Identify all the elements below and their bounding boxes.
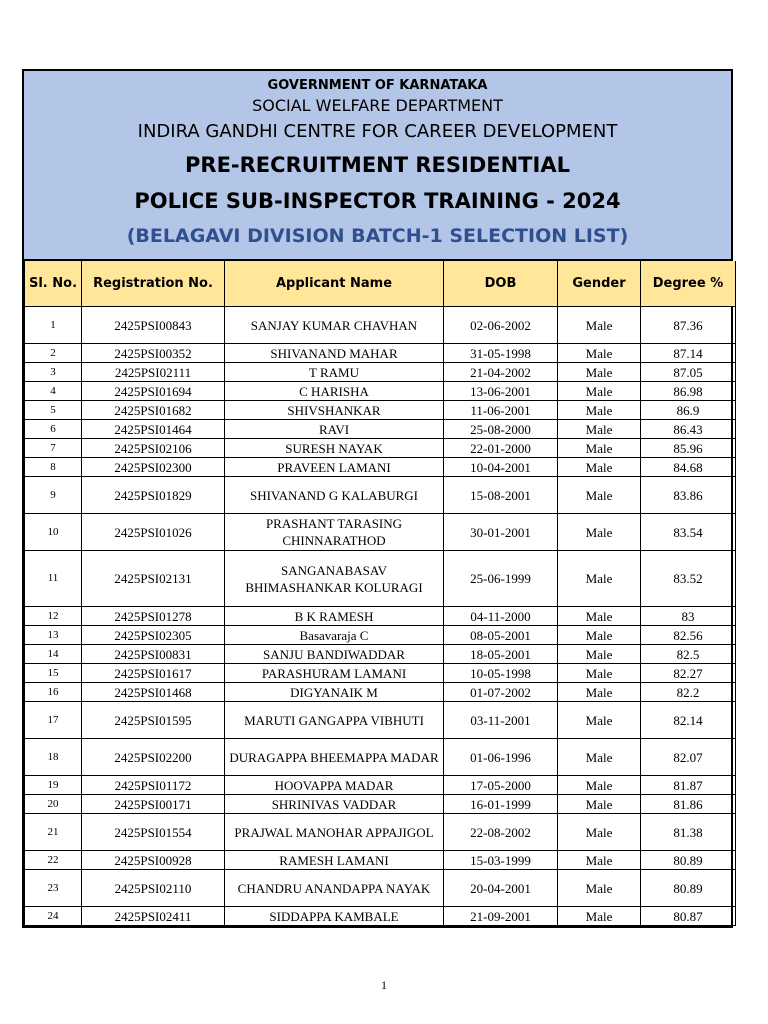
cell-name: CHANDRU ANANDAPPA NAYAK	[225, 870, 444, 907]
cell-gender: Male	[558, 477, 641, 514]
cell-gender: Male	[558, 514, 641, 551]
cell-name: SANJAY KUMAR CHAVHAN	[225, 307, 444, 344]
cell-degree: 80.89	[641, 870, 736, 907]
cell-dob: 02-06-2002	[444, 307, 558, 344]
cell-reg: 2425PSI01278	[82, 607, 225, 626]
cell-degree: 80.89	[641, 851, 736, 870]
cell-reg: 2425PSI01617	[82, 664, 225, 683]
header-program: PRE-RECRUITMENT RESIDENTIAL	[185, 153, 570, 177]
table-row	[25, 514, 736, 551]
table-row	[25, 739, 736, 776]
cell-degree: 82.27	[641, 664, 736, 683]
column-header-degree: Degree %	[641, 261, 736, 307]
cell-sl: 21	[25, 814, 82, 851]
cell-name: PARASHURAM LAMANI	[225, 664, 444, 683]
table-row	[25, 702, 736, 739]
cell-degree: 86.98	[641, 382, 736, 401]
cell-reg: 2425PSI00831	[82, 645, 225, 664]
cell-dob: 01-06-1996	[444, 739, 558, 776]
cell-dob: 18-05-2001	[444, 645, 558, 664]
cell-dob: 20-04-2001	[444, 870, 558, 907]
cell-name: HOOVAPPA MADAR	[225, 776, 444, 795]
table-row	[25, 645, 736, 664]
cell-dob: 03-11-2001	[444, 702, 558, 739]
cell-degree: 86.43	[641, 420, 736, 439]
cell-degree: 82.56	[641, 626, 736, 645]
cell-gender: Male	[558, 439, 641, 458]
column-header-gender: Gender	[558, 261, 641, 307]
cell-reg: 2425PSI01026	[82, 514, 225, 551]
cell-dob: 01-07-2002	[444, 683, 558, 702]
cell-gender: Male	[558, 645, 641, 664]
cell-reg: 2425PSI02411	[82, 907, 225, 926]
cell-name: DURAGAPPA BHEEMAPPA MADAR	[225, 739, 444, 776]
cell-degree: 87.14	[641, 344, 736, 363]
cell-gender: Male	[558, 776, 641, 795]
cell-dob: 25-08-2000	[444, 420, 558, 439]
cell-dob: 25-06-1999	[444, 551, 558, 607]
cell-sl: 20	[25, 795, 82, 814]
cell-sl: 18	[25, 739, 82, 776]
table-row	[25, 607, 736, 626]
cell-degree: 83.86	[641, 477, 736, 514]
cell-sl: 12	[25, 607, 82, 626]
cell-degree: 84.68	[641, 458, 736, 477]
table-row	[25, 382, 736, 401]
cell-name: SHIVANAND G KALABURGI	[225, 477, 444, 514]
document-header	[24, 71, 731, 261]
cell-sl: 1	[25, 307, 82, 344]
cell-reg: 2425PSI01468	[82, 683, 225, 702]
table-row	[25, 439, 736, 458]
cell-reg: 2425PSI01694	[82, 382, 225, 401]
cell-dob: 11-06-2001	[444, 401, 558, 420]
cell-sl: 17	[25, 702, 82, 739]
cell-name: PRAJWAL MANOHAR APPAJIGOL	[225, 814, 444, 851]
cell-degree: 82.2	[641, 683, 736, 702]
cell-dob: 31-05-1998	[444, 344, 558, 363]
cell-degree: 82.5	[641, 645, 736, 664]
cell-reg: 2425PSI02110	[82, 870, 225, 907]
cell-name: MARUTI GANGAPPA VIBHUTI	[225, 702, 444, 739]
cell-name: B K RAMESH	[225, 607, 444, 626]
table-row	[25, 907, 736, 926]
cell-gender: Male	[558, 363, 641, 382]
cell-degree: 83.52	[641, 551, 736, 607]
cell-gender: Male	[558, 814, 641, 851]
table-row	[25, 683, 736, 702]
cell-reg: 2425PSI00928	[82, 851, 225, 870]
cell-gender: Male	[558, 795, 641, 814]
cell-sl: 16	[25, 683, 82, 702]
cell-gender: Male	[558, 851, 641, 870]
cell-sl: 8	[25, 458, 82, 477]
cell-dob: 04-11-2000	[444, 607, 558, 626]
page-number: 1	[381, 978, 387, 992]
cell-degree: 87.05	[641, 363, 736, 382]
cell-sl: 13	[25, 626, 82, 645]
cell-degree: 87.36	[641, 307, 736, 344]
cell-degree: 81.38	[641, 814, 736, 851]
cell-gender: Male	[558, 739, 641, 776]
cell-gender: Male	[558, 683, 641, 702]
cell-degree: 83	[641, 607, 736, 626]
cell-sl: 15	[25, 664, 82, 683]
cell-reg: 2425PSI01595	[82, 702, 225, 739]
cell-gender: Male	[558, 344, 641, 363]
cell-dob: 30-01-2001	[444, 514, 558, 551]
cell-name: C HARISHA	[225, 382, 444, 401]
cell-reg: 2425PSI00171	[82, 795, 225, 814]
table-header-row	[25, 261, 736, 307]
cell-name: RAMESH LAMANI	[225, 851, 444, 870]
selection-table	[24, 261, 736, 926]
cell-reg: 2425PSI02200	[82, 739, 225, 776]
cell-degree: 82.07	[641, 739, 736, 776]
table-row	[25, 307, 736, 344]
table-row	[25, 664, 736, 683]
selection-list-sheet	[22, 69, 733, 928]
cell-name: SHIVSHANKAR	[225, 401, 444, 420]
table-row	[25, 776, 736, 795]
cell-degree: 81.87	[641, 776, 736, 795]
cell-sl: 22	[25, 851, 82, 870]
cell-dob: 10-04-2001	[444, 458, 558, 477]
header-government: GOVERNMENT OF KARNATAKA	[267, 78, 488, 93]
cell-sl: 11	[25, 551, 82, 607]
cell-sl: 9	[25, 477, 82, 514]
cell-degree: 80.87	[641, 907, 736, 926]
cell-name: RAVI	[225, 420, 444, 439]
cell-degree: 82.14	[641, 702, 736, 739]
cell-sl: 7	[25, 439, 82, 458]
cell-sl: 4	[25, 382, 82, 401]
cell-sl: 3	[25, 363, 82, 382]
cell-name: SANJU BANDIWADDAR	[225, 645, 444, 664]
cell-sl: 24	[25, 907, 82, 926]
cell-reg: 2425PSI01464	[82, 420, 225, 439]
table-row	[25, 851, 736, 870]
column-header-applicant-name: Applicant Name	[225, 261, 444, 307]
cell-name: SHRINIVAS VADDAR	[225, 795, 444, 814]
table-row	[25, 870, 736, 907]
cell-sl: 6	[25, 420, 82, 439]
cell-gender: Male	[558, 401, 641, 420]
table-row	[25, 344, 736, 363]
cell-reg: 2425PSI02106	[82, 439, 225, 458]
header-department: SOCIAL WELFARE DEPARTMENT	[252, 96, 503, 115]
cell-degree: 83.54	[641, 514, 736, 551]
cell-gender: Male	[558, 420, 641, 439]
cell-name: T RAMU	[225, 363, 444, 382]
cell-gender: Male	[558, 870, 641, 907]
cell-degree: 81.86	[641, 795, 736, 814]
cell-reg: 2425PSI01554	[82, 814, 225, 851]
cell-sl: 23	[25, 870, 82, 907]
cell-reg: 2425PSI00843	[82, 307, 225, 344]
table-row	[25, 363, 736, 382]
cell-reg: 2425PSI00352	[82, 344, 225, 363]
cell-gender: Male	[558, 664, 641, 683]
table-body	[25, 307, 736, 926]
table-row	[25, 814, 736, 851]
cell-gender: Male	[558, 907, 641, 926]
cell-name: PRAVEEN LAMANI	[225, 458, 444, 477]
cell-name: PRASHANT TARASING CHINNARATHOD	[225, 514, 444, 551]
table-row	[25, 626, 736, 645]
cell-gender: Male	[558, 702, 641, 739]
cell-reg: 2425PSI01829	[82, 477, 225, 514]
cell-dob: 08-05-2001	[444, 626, 558, 645]
column-header-dob: DOB	[444, 261, 558, 307]
cell-dob: 13-06-2001	[444, 382, 558, 401]
header-centre: INDIRA GANDHI CENTRE FOR CAREER DEVELOPMENT	[137, 121, 618, 142]
cell-dob: 15-03-1999	[444, 851, 558, 870]
cell-gender: Male	[558, 607, 641, 626]
cell-name: SIDDAPPA KAMBALE	[225, 907, 444, 926]
table-row	[25, 551, 736, 607]
cell-dob: 17-05-2000	[444, 776, 558, 795]
header-batch: (BELAGAVI DIVISION BATCH-1 SELECTION LIST)	[126, 225, 629, 247]
cell-dob: 16-01-1999	[444, 795, 558, 814]
table-row	[25, 795, 736, 814]
cell-dob: 21-04-2002	[444, 363, 558, 382]
cell-name: SHIVANAND MAHAR	[225, 344, 444, 363]
cell-reg: 2425PSI01682	[82, 401, 225, 420]
cell-gender: Male	[558, 382, 641, 401]
column-header-registration-no: Registration No.	[82, 261, 225, 307]
cell-reg: 2425PSI02300	[82, 458, 225, 477]
cell-dob: 21-09-2001	[444, 907, 558, 926]
cell-reg: 2425PSI01172	[82, 776, 225, 795]
cell-gender: Male	[558, 307, 641, 344]
cell-sl: 5	[25, 401, 82, 420]
cell-name: SURESH NAYAK	[225, 439, 444, 458]
cell-dob: 10-05-1998	[444, 664, 558, 683]
header-training: POLICE SUB-INSPECTOR TRAINING - 2024	[134, 189, 621, 213]
cell-gender: Male	[558, 551, 641, 607]
cell-dob: 22-01-2000	[444, 439, 558, 458]
cell-sl: 10	[25, 514, 82, 551]
cell-gender: Male	[558, 626, 641, 645]
cell-reg: 2425PSI02131	[82, 551, 225, 607]
cell-sl: 14	[25, 645, 82, 664]
cell-sl: 2	[25, 344, 82, 363]
cell-dob: 15-08-2001	[444, 477, 558, 514]
table-row	[25, 401, 736, 420]
cell-sl: 19	[25, 776, 82, 795]
cell-dob: 22-08-2002	[444, 814, 558, 851]
cell-reg: 2425PSI02305	[82, 626, 225, 645]
table-row	[25, 458, 736, 477]
cell-name: DIGYANAIK M	[225, 683, 444, 702]
cell-name: Basavaraja C	[225, 626, 444, 645]
cell-gender: Male	[558, 458, 641, 477]
table-row	[25, 420, 736, 439]
cell-degree: 85.96	[641, 439, 736, 458]
column-header-sl-no: Sl. No.	[25, 261, 82, 307]
table-row	[25, 477, 736, 514]
cell-reg: 2425PSI02111	[82, 363, 225, 382]
cell-degree: 86.9	[641, 401, 736, 420]
cell-name: SANGANABASAV BHIMASHANKAR KOLURAGI	[225, 551, 444, 607]
